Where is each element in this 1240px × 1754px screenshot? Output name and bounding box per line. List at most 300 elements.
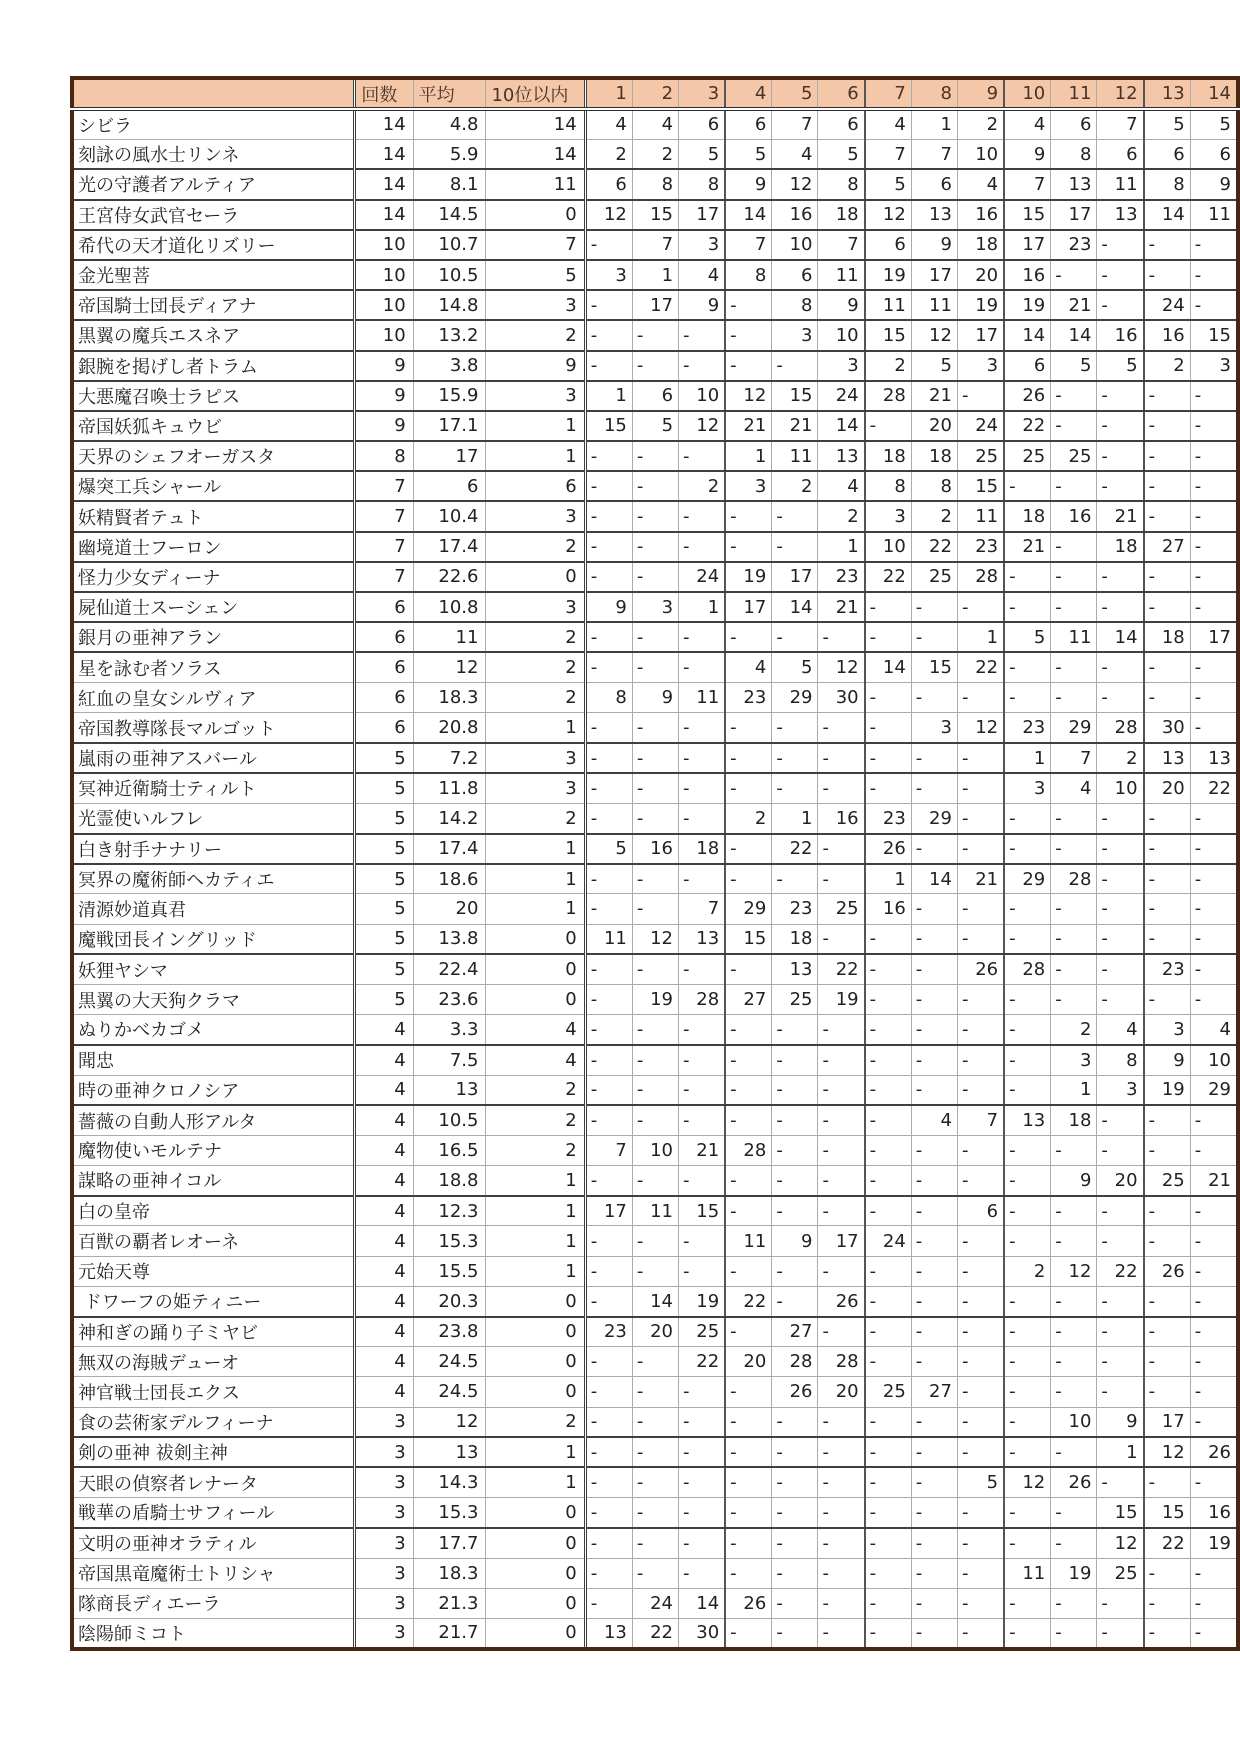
rank-cell: 23 xyxy=(818,562,865,592)
rank-cell: 18 xyxy=(865,441,912,471)
table-row xyxy=(72,1286,1238,1316)
rank-cell: 26 xyxy=(725,1588,772,1618)
rank-cell: 21 xyxy=(1004,532,1051,562)
rank-cell: - xyxy=(1051,803,1097,833)
rank-cell: - xyxy=(585,1498,632,1528)
rank-cell: - xyxy=(865,1407,912,1437)
rank-cell: 11 xyxy=(585,924,632,954)
rank-cell: - xyxy=(632,894,678,924)
table-row xyxy=(72,743,1238,773)
rank-cell: 24 xyxy=(818,381,865,411)
rank-cell: - xyxy=(585,1015,632,1045)
top10-cell: 0 xyxy=(486,562,585,592)
rank-cell: - xyxy=(1097,1196,1144,1226)
table-row xyxy=(72,290,1238,320)
rank-cell: 20 xyxy=(632,1317,678,1347)
rank-cell: - xyxy=(1190,1317,1238,1347)
rank-cell: - xyxy=(725,1618,772,1648)
rank-cell: 23 xyxy=(1051,230,1097,260)
rank-cell: - xyxy=(772,1256,818,1286)
rank-cell: - xyxy=(1190,924,1238,954)
rank-cell: 2 xyxy=(632,139,678,169)
rank-cell: - xyxy=(1004,562,1051,592)
rank-cell: 26 xyxy=(1004,381,1051,411)
count-cell: 6 xyxy=(355,683,413,713)
rank-cell: - xyxy=(1190,230,1238,260)
rank-cell: - xyxy=(1004,652,1051,682)
rank-cell: 22 xyxy=(957,652,1004,682)
rank-cell: 26 xyxy=(772,1377,818,1407)
rank-cell: - xyxy=(1144,592,1191,622)
rank-cell: 10 xyxy=(1190,1045,1238,1075)
rank-cell: - xyxy=(1051,894,1097,924)
avg-cell: 18.3 xyxy=(413,683,486,713)
rank-cell: 15 xyxy=(585,411,632,441)
rank-cell: - xyxy=(585,1558,632,1588)
rank-cell: 6 xyxy=(1097,139,1144,169)
avg-cell: 12.3 xyxy=(413,1196,486,1226)
rank-cell: - xyxy=(1144,834,1191,864)
rank-cell: - xyxy=(1051,984,1097,1014)
rank-cell: - xyxy=(818,713,865,743)
rank-cell: 25 xyxy=(818,894,865,924)
rank-cell: 12 xyxy=(1097,1528,1144,1558)
rank-cell: - xyxy=(679,622,726,652)
rank-cell: 9 xyxy=(1144,1045,1191,1075)
rank-cell: - xyxy=(1144,1558,1191,1588)
rank-cell: - xyxy=(725,1166,772,1196)
count-cell: 10 xyxy=(355,290,413,320)
rank-cell: 22 xyxy=(725,1286,772,1316)
rank-cell: - xyxy=(1097,381,1144,411)
rank-cell: - xyxy=(911,1045,957,1075)
rank-cell: 11 xyxy=(1051,622,1097,652)
rank-cell: - xyxy=(1144,1135,1191,1165)
rank-cell: - xyxy=(632,652,678,682)
rank-cell: 18 xyxy=(679,834,726,864)
rank-cell: 6 xyxy=(772,260,818,290)
rank-cell: - xyxy=(957,1015,1004,1045)
rank-cell: 12 xyxy=(725,381,772,411)
rank-cell: 27 xyxy=(911,1377,957,1407)
name-cell: 白き射手ナナリー xyxy=(72,834,355,864)
rank-cell: - xyxy=(1051,1286,1097,1316)
rank-cell: - xyxy=(725,1558,772,1588)
rank-cell: - xyxy=(1190,1105,1238,1135)
rank-cell: - xyxy=(911,1317,957,1347)
rank-cell: 3 xyxy=(1051,1045,1097,1075)
top10-cell: 1 xyxy=(486,441,585,471)
rank-cell: 4 xyxy=(679,260,726,290)
rank-cell: - xyxy=(1051,1588,1097,1618)
count-cell: 4 xyxy=(355,1105,413,1135)
rank-cell: 24 xyxy=(865,1226,912,1256)
name-cell: シビラ xyxy=(72,109,355,139)
rank-cell: - xyxy=(1190,562,1238,592)
rank-cell: 25 xyxy=(1051,441,1097,471)
rank-cell: 13 xyxy=(772,954,818,984)
rank-cell: 10 xyxy=(818,320,865,350)
top10-cell: 1 xyxy=(486,1437,585,1467)
rank-cell: - xyxy=(772,501,818,531)
rank-cell: 11 xyxy=(818,260,865,290)
rank-cell: - xyxy=(1144,1286,1191,1316)
rank-cell: 17 xyxy=(911,260,957,290)
rank-cell: 1 xyxy=(1051,1075,1097,1105)
rank-cell: 22 xyxy=(1004,411,1051,441)
rank-cell: - xyxy=(725,1105,772,1135)
rank-cell: - xyxy=(679,441,726,471)
rank-cell: - xyxy=(865,1075,912,1105)
rank-cell: - xyxy=(911,1618,957,1648)
rank-cell: 12 xyxy=(1144,1437,1191,1467)
rank-cell: - xyxy=(632,864,678,894)
header-rank-5: 5 xyxy=(772,78,818,109)
rank-cell: 10 xyxy=(957,139,1004,169)
rank-cell: 25 xyxy=(911,562,957,592)
rank-cell: - xyxy=(865,1286,912,1316)
top10-cell: 0 xyxy=(486,984,585,1014)
table-row xyxy=(72,1588,1238,1618)
rank-cell: - xyxy=(818,1135,865,1165)
rank-cell: - xyxy=(1097,984,1144,1014)
rank-cell: 17 xyxy=(1144,1407,1191,1437)
table-row xyxy=(72,592,1238,622)
table-row xyxy=(72,1256,1238,1286)
rank-cell: - xyxy=(725,1467,772,1497)
avg-cell: 10.5 xyxy=(413,1105,486,1135)
rank-cell: - xyxy=(1004,1317,1051,1347)
rank-cell: 7 xyxy=(1097,109,1144,139)
header-rank-9: 9 xyxy=(957,78,1004,109)
rank-cell: - xyxy=(1051,1135,1097,1165)
rank-cell: 8 xyxy=(772,290,818,320)
rank-cell: 3 xyxy=(957,351,1004,381)
rank-cell: - xyxy=(1190,260,1238,290)
rank-cell: - xyxy=(1144,1105,1191,1135)
rank-cell: - xyxy=(818,773,865,803)
avg-cell: 15.9 xyxy=(413,381,486,411)
rank-cell: - xyxy=(957,1437,1004,1467)
avg-cell: 14.2 xyxy=(413,803,486,833)
rank-cell: - xyxy=(1004,1498,1051,1528)
rank-cell: 19 xyxy=(1051,1558,1097,1588)
top10-cell: 3 xyxy=(486,773,585,803)
rank-cell: - xyxy=(957,984,1004,1014)
rank-cell: 17 xyxy=(632,290,678,320)
rank-cell: - xyxy=(818,1618,865,1648)
rank-cell: 4 xyxy=(1004,109,1051,139)
rank-cell: 28 xyxy=(1051,864,1097,894)
top10-cell: 0 xyxy=(486,1286,585,1316)
header-rank-14: 14 xyxy=(1190,78,1238,109)
count-cell: 6 xyxy=(355,622,413,652)
header-rank-13: 13 xyxy=(1144,78,1191,109)
rank-cell: - xyxy=(585,1286,632,1316)
count-cell: 10 xyxy=(355,320,413,350)
top10-cell: 0 xyxy=(486,1618,585,1648)
name-cell: 怪力少女ディーナ xyxy=(72,562,355,592)
rank-cell: - xyxy=(1144,441,1191,471)
rank-cell: 16 xyxy=(1097,320,1144,350)
rank-cell: - xyxy=(957,894,1004,924)
rank-cell: - xyxy=(1051,652,1097,682)
rank-cell: 18 xyxy=(1004,501,1051,531)
rank-cell: 28 xyxy=(865,381,912,411)
rank-cell: - xyxy=(725,1528,772,1558)
rank-cell: 6 xyxy=(911,169,957,199)
rank-cell: 28 xyxy=(1004,954,1051,984)
rank-cell: 4 xyxy=(772,139,818,169)
rank-cell: - xyxy=(1190,1377,1238,1407)
rank-cell: - xyxy=(957,1045,1004,1075)
rank-cell: 6 xyxy=(725,109,772,139)
rank-cell: - xyxy=(679,1105,726,1135)
name-cell: 謀略の亜神イコル xyxy=(72,1166,355,1196)
table-row xyxy=(72,652,1238,682)
rank-cell: - xyxy=(1004,1347,1051,1377)
rank-cell: - xyxy=(911,1588,957,1618)
rank-cell: 12 xyxy=(911,320,957,350)
table-row xyxy=(72,1317,1238,1347)
count-cell: 3 xyxy=(355,1528,413,1558)
table-body xyxy=(72,109,1238,1649)
rank-cell: - xyxy=(679,1467,726,1497)
name-cell: 刻詠の風水士リンネ xyxy=(72,139,355,169)
count-cell: 5 xyxy=(355,894,413,924)
header-rank-7: 7 xyxy=(865,78,912,109)
rank-cell: 1 xyxy=(957,622,1004,652)
rank-cell: 12 xyxy=(1051,1256,1097,1286)
rank-cell: - xyxy=(632,1105,678,1135)
top10-cell: 2 xyxy=(486,1407,585,1437)
rank-cell: - xyxy=(679,501,726,531)
avg-cell: 21.7 xyxy=(413,1618,486,1648)
rank-cell: - xyxy=(1144,984,1191,1014)
rank-cell: - xyxy=(772,1015,818,1045)
rank-cell: 6 xyxy=(957,1196,1004,1226)
rank-cell: - xyxy=(911,743,957,773)
rank-cell: 1 xyxy=(818,532,865,562)
rank-cell: 17 xyxy=(585,1196,632,1226)
rank-cell: - xyxy=(1004,471,1051,501)
rank-cell: 6 xyxy=(1051,109,1097,139)
count-cell: 9 xyxy=(355,351,413,381)
rank-cell: - xyxy=(1004,1286,1051,1316)
rank-cell: - xyxy=(632,1558,678,1588)
rank-cell: - xyxy=(1097,683,1144,713)
rank-cell: 12 xyxy=(632,924,678,954)
rank-cell: - xyxy=(1190,1196,1238,1226)
top10-cell: 1 xyxy=(486,864,585,894)
rank-cell: - xyxy=(911,1437,957,1467)
rank-cell: 22 xyxy=(632,1618,678,1648)
rank-cell: 25 xyxy=(957,441,1004,471)
table-row xyxy=(72,381,1238,411)
rank-cell: - xyxy=(585,652,632,682)
rank-cell: 23 xyxy=(957,532,1004,562)
header-rank-11: 11 xyxy=(1051,78,1097,109)
table-row xyxy=(72,1618,1238,1648)
rank-cell: - xyxy=(632,1256,678,1286)
rank-cell: 1 xyxy=(1004,743,1051,773)
rank-cell: - xyxy=(957,773,1004,803)
name-cell: 王宮侍女武官セーラ xyxy=(72,200,355,230)
rank-cell: 12 xyxy=(585,200,632,230)
avg-cell: 11 xyxy=(413,622,486,652)
rank-cell: - xyxy=(957,683,1004,713)
rank-cell: 3 xyxy=(632,592,678,622)
rank-cell: - xyxy=(725,501,772,531)
rank-cell: 7 xyxy=(957,1105,1004,1135)
avg-cell: 24.5 xyxy=(413,1377,486,1407)
rank-cell: - xyxy=(1004,683,1051,713)
rank-cell: 16 xyxy=(865,894,912,924)
rank-cell: - xyxy=(1097,592,1144,622)
name-cell: 隊商長ディエーラ xyxy=(72,1588,355,1618)
table-row xyxy=(72,351,1238,381)
rank-cell: - xyxy=(818,1467,865,1497)
rank-cell: - xyxy=(725,1437,772,1467)
rank-cell: 5 xyxy=(1097,351,1144,381)
rank-cell: 22 xyxy=(818,954,865,984)
rank-cell: 20 xyxy=(725,1347,772,1377)
ranking-table xyxy=(70,76,1240,1651)
rank-cell: 2 xyxy=(957,109,1004,139)
rank-cell: - xyxy=(911,1135,957,1165)
rank-cell: 2 xyxy=(865,351,912,381)
rank-cell: 6 xyxy=(585,169,632,199)
table-row xyxy=(72,864,1238,894)
avg-cell: 17.4 xyxy=(413,532,486,562)
rank-cell: - xyxy=(585,743,632,773)
top10-cell: 0 xyxy=(486,1347,585,1377)
name-cell: 神官戦士団長エクス xyxy=(72,1377,355,1407)
rank-cell: - xyxy=(725,743,772,773)
rank-cell: - xyxy=(1097,1317,1144,1347)
name-cell: 妖狸ヤシマ xyxy=(72,954,355,984)
rank-cell: - xyxy=(679,320,726,350)
rank-cell: - xyxy=(585,1045,632,1075)
rank-cell: - xyxy=(865,743,912,773)
rank-cell: 16 xyxy=(1190,1498,1238,1528)
table-row xyxy=(72,1196,1238,1226)
rank-cell: - xyxy=(1097,411,1144,441)
rank-cell: - xyxy=(585,773,632,803)
rank-cell: - xyxy=(772,1135,818,1165)
rank-cell: - xyxy=(911,834,957,864)
count-cell: 10 xyxy=(355,260,413,290)
rank-cell: 26 xyxy=(818,1286,865,1316)
table-row xyxy=(72,1105,1238,1135)
table-row xyxy=(72,411,1238,441)
rank-cell: - xyxy=(632,1377,678,1407)
name-cell: 食の芸術家デルフィーナ xyxy=(72,1407,355,1437)
rank-cell: - xyxy=(911,1226,957,1256)
rank-cell: - xyxy=(911,1528,957,1558)
rank-cell: 16 xyxy=(1144,320,1191,350)
avg-cell: 20.3 xyxy=(413,1286,486,1316)
rank-cell: 25 xyxy=(865,1377,912,1407)
rank-cell: - xyxy=(865,1166,912,1196)
rank-cell: - xyxy=(1097,290,1144,320)
rank-cell: - xyxy=(585,320,632,350)
rank-cell: - xyxy=(1190,864,1238,894)
rank-cell: - xyxy=(911,954,957,984)
rank-cell: - xyxy=(725,713,772,743)
count-cell: 5 xyxy=(355,773,413,803)
rank-cell: - xyxy=(679,743,726,773)
count-cell: 14 xyxy=(355,169,413,199)
rank-cell: - xyxy=(1097,954,1144,984)
rank-cell: - xyxy=(725,834,772,864)
rank-cell: 27 xyxy=(1144,532,1191,562)
rank-cell: - xyxy=(725,1045,772,1075)
name-cell: 爆突工兵シャール xyxy=(72,471,355,501)
count-cell: 5 xyxy=(355,984,413,1014)
rank-cell: - xyxy=(957,1286,1004,1316)
rank-cell: 17 xyxy=(1190,622,1238,652)
rank-cell: - xyxy=(957,1528,1004,1558)
avg-cell: 21.3 xyxy=(413,1588,486,1618)
top10-cell: 6 xyxy=(486,471,585,501)
rank-cell: 10 xyxy=(1097,773,1144,803)
avg-cell: 17 xyxy=(413,441,486,471)
rank-cell: - xyxy=(1144,864,1191,894)
rank-cell: - xyxy=(632,1467,678,1497)
rank-cell: 11 xyxy=(1097,169,1144,199)
rank-cell: 4 xyxy=(585,109,632,139)
rank-cell: 11 xyxy=(632,1196,678,1226)
rank-cell: 20 xyxy=(957,260,1004,290)
top10-cell: 0 xyxy=(486,200,585,230)
rank-cell: - xyxy=(1097,1135,1144,1165)
count-cell: 4 xyxy=(355,1377,413,1407)
name-cell: 元始天尊 xyxy=(72,1256,355,1286)
rank-cell: - xyxy=(1051,834,1097,864)
rank-cell: - xyxy=(911,1015,957,1045)
rank-cell: 12 xyxy=(818,652,865,682)
rank-cell: 26 xyxy=(1051,1467,1097,1497)
rank-cell: 26 xyxy=(1144,1256,1191,1286)
rank-cell: - xyxy=(585,1347,632,1377)
rank-cell: - xyxy=(911,1558,957,1588)
rank-cell: 8 xyxy=(911,471,957,501)
rank-cell: 4 xyxy=(1190,1015,1238,1045)
count-cell: 3 xyxy=(355,1588,413,1618)
top10-cell: 2 xyxy=(486,320,585,350)
rank-cell: - xyxy=(1097,1347,1144,1377)
top10-cell: 3 xyxy=(486,381,585,411)
rank-cell: - xyxy=(725,1196,772,1226)
rank-cell: - xyxy=(911,894,957,924)
rank-cell: - xyxy=(865,1588,912,1618)
name-cell: 魔物使いモルテナ xyxy=(72,1135,355,1165)
table-row xyxy=(72,1558,1238,1588)
rank-cell: - xyxy=(911,1286,957,1316)
rank-cell: 12 xyxy=(865,200,912,230)
rank-cell: 8 xyxy=(679,169,726,199)
avg-cell: 13.2 xyxy=(413,320,486,350)
rank-cell: - xyxy=(632,1045,678,1075)
rank-cell: - xyxy=(818,622,865,652)
rank-cell: - xyxy=(818,924,865,954)
rank-cell: - xyxy=(957,1377,1004,1407)
rank-cell: - xyxy=(1190,803,1238,833)
rank-cell: - xyxy=(725,1377,772,1407)
rank-cell: - xyxy=(865,1045,912,1075)
name-cell: 冥神近衛騎士ティルト xyxy=(72,773,355,803)
